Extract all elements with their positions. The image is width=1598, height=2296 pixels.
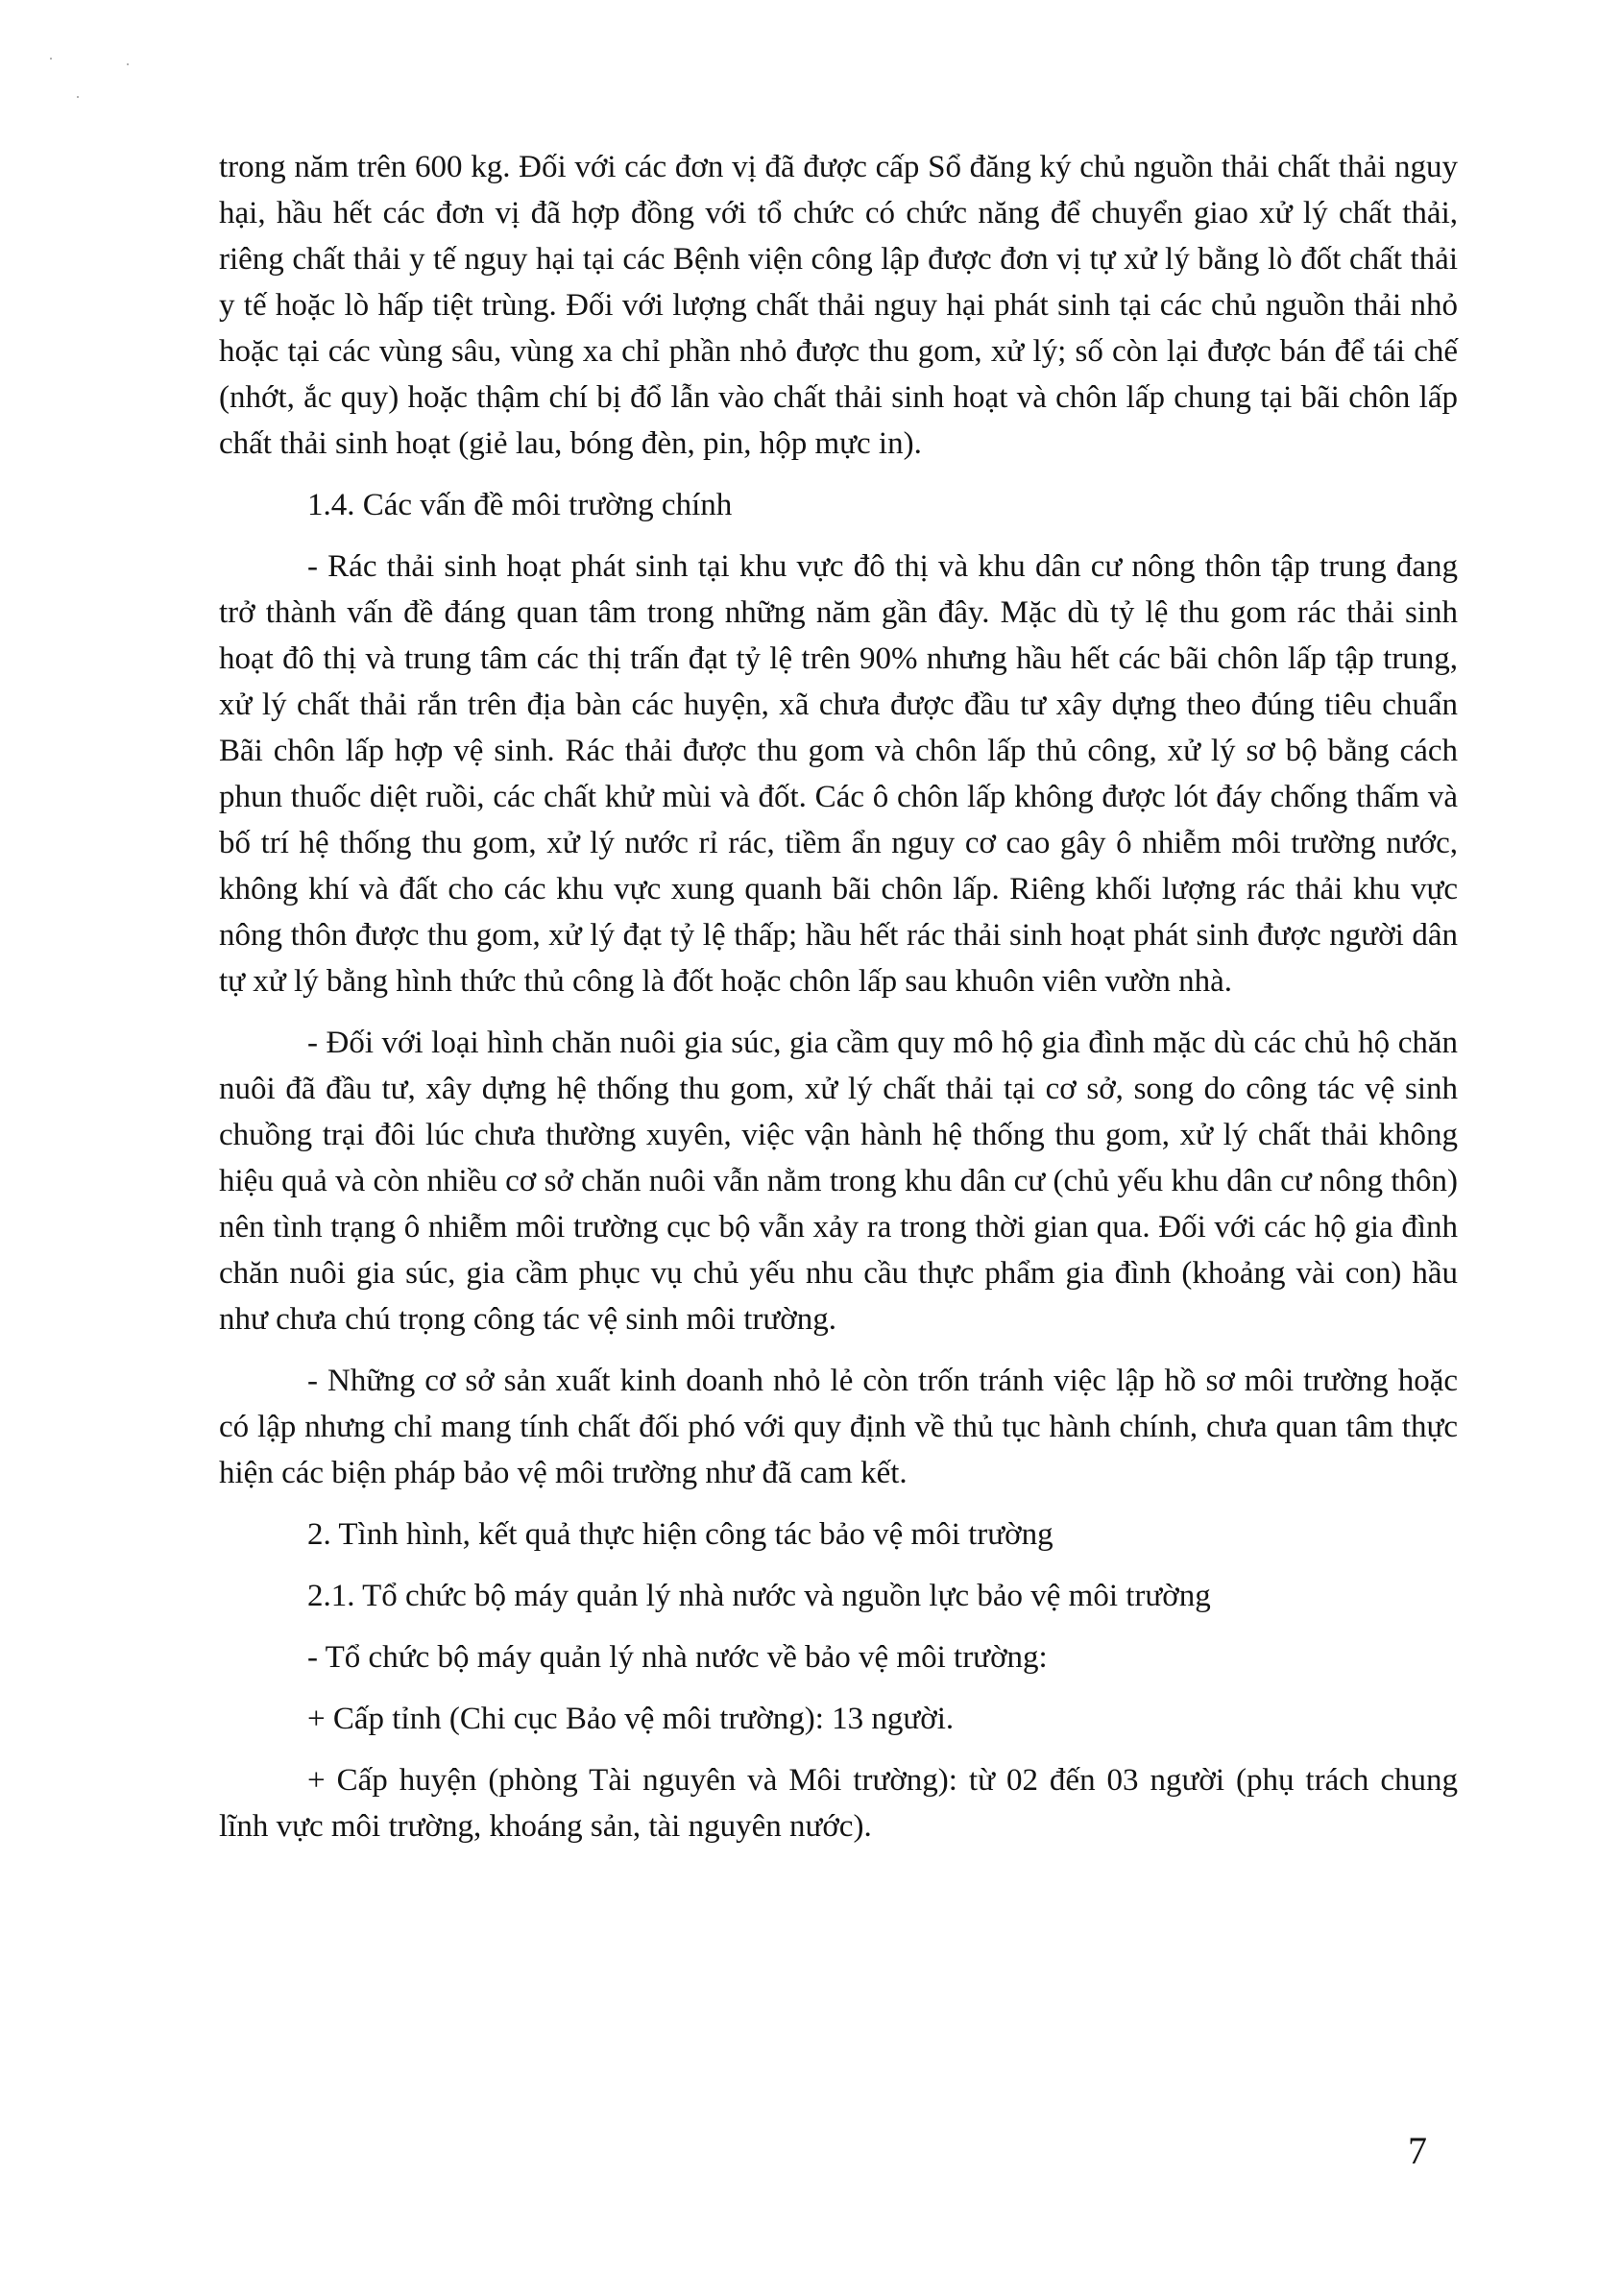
paragraph-livestock-farming: - Đối với loại hình chăn nuôi gia súc, gia cầm quy mô hộ gia đình mặc dù các chủ hộ chăn nuôi đã đầu tư, xây dựng hệ thống thu gom, xử lý chất thải tại cơ sở, song do công tác vệ sinh chuồng trại đôi lúc chưa thường xuyên, việc vận hành hệ thống thu gom, xử lý chất thải không hiệu quả và còn nhiều cơ sở chăn nuôi vẫn nằm trong khu dân cư (chủ yếu khu dân cư nông thôn) nên tình trạng ô nhiễm môi trường cục bộ vẫn xảy ra trong thời gian qua. Đối với các hộ gia đình chăn nuôi gia súc, gia cầm phục vụ chủ yếu nhu cầu thực phẩm gia đình (khoảng vài con) hầu như chưa chú trọng công tác vệ sinh môi trường. xyxy=(219,1026,1458,1337)
page-number: 7 xyxy=(1408,2129,1427,2172)
list-item-organization: - Tổ chức bộ máy quản lý nhà nước về bảo vệ môi trường: xyxy=(307,1640,1048,1675)
paragraph-small-businesses: - Những cơ sở sản xuất kinh doanh nhỏ lẻ còn trốn tránh việc lập hồ sơ môi trường hoặc có lập nhưng chỉ mang tính chất đối phó với quy định về thủ tục hành chính, chưa quan tâm thực hiện các biện pháp bảo vệ môi trường như đã cam kết. xyxy=(219,1364,1458,1490)
paragraph-household-waste: - Rác thải sinh hoạt phát sinh tại khu vực đô thị và khu dân cư nông thôn tập trung đang trở thành vấn đề đáng quan tâm trong những năm gần đây. Mặc dù tỷ lệ thu gom rác thải sinh hoạt đô thị và trung tâm các thị trấn đạt tỷ lệ trên 90% nhưng hầu hết các bãi chôn lấp tập trung, xử lý chất thải rắn trên địa bàn các huyện, xã chưa được đầu tư xây dựng theo đúng tiêu chuẩn Bãi chôn lấp hợp vệ sinh. Rác thải được thu gom và chôn lấp thủ công, xử lý sơ bộ bằng cách phun thuốc diệt ruồi, các chất khử mùi và đốt. Các ô chôn lấp không được lót đáy chống thấm và bố trí hệ thống thu gom, xử lý nước rỉ rác, tiềm ẩn nguy cơ cao gây ô nhiễm môi trường nước, không khí và đất cho các khu vực xung quanh bãi chôn lấp. Riêng khối lượng rác thải khu vực nông thôn được thu gom, xử lý đạt tỷ lệ thấp; hầu hết rác thải sinh hoạt phát sinh được người dân tự xử lý bằng hình thức thủ công là đốt hoặc chôn lấp sau khuôn viên vườn nhà. xyxy=(219,549,1458,999)
list-item-district-level: + Cấp huyện (phòng Tài nguyên và Môi trường): từ 02 đến 03 người (phụ trách chung lĩnh vực môi trường, khoáng sản, tài nguyên nước). xyxy=(219,1763,1458,1844)
document-body xyxy=(219,144,1458,1865)
section-heading-2-1: 2.1. Tổ chức bộ máy quản lý nhà nước và nguồn lực bảo vệ môi trường xyxy=(307,1579,1211,1613)
list-item-province-level: + Cấp tỉnh (Chi cục Bảo vệ môi trường): 13 người. xyxy=(307,1702,955,1736)
paragraph-hazardous-waste-continuation: trong năm trên 600 kg. Đối với các đơn vị đã được cấp Sổ đăng ký chủ nguồn thải chất thải nguy hại, hầu hết các đơn vị đã hợp đồng với tổ chức có chức năng để chuyển giao xử lý chất thải, riêng chất thải y tế nguy hại tại các Bệnh viện công lập được đơn vị tự xử lý bằng lò đốt chất thải y tế hoặc lò hấp tiệt trùng. Đối với lượng chất thải nguy hại phát sinh tại các chủ nguồn thải nhỏ hoặc tại các vùng sâu, vùng xa chỉ phần nhỏ được thu gom, xử lý; số còn lại được bán để tái chế (nhớt, ắc quy) hoặc thậm chí bị đổ lẫn vào chất thải sinh hoạt và chôn lấp chung tại bãi chôn lấp chất thải sinh hoạt (giẻ lau, bóng đèn, pin, hộp mực in). xyxy=(219,150,1458,461)
scan-speck xyxy=(77,96,79,98)
section-heading-1-4: 1.4. Các vấn đề môi trường chính xyxy=(307,488,733,522)
section-heading-2: 2. Tình hình, kết quả thực hiện công tác bảo vệ môi trường xyxy=(307,1517,1053,1552)
scan-speck xyxy=(127,63,129,65)
scan-speck xyxy=(50,58,52,60)
